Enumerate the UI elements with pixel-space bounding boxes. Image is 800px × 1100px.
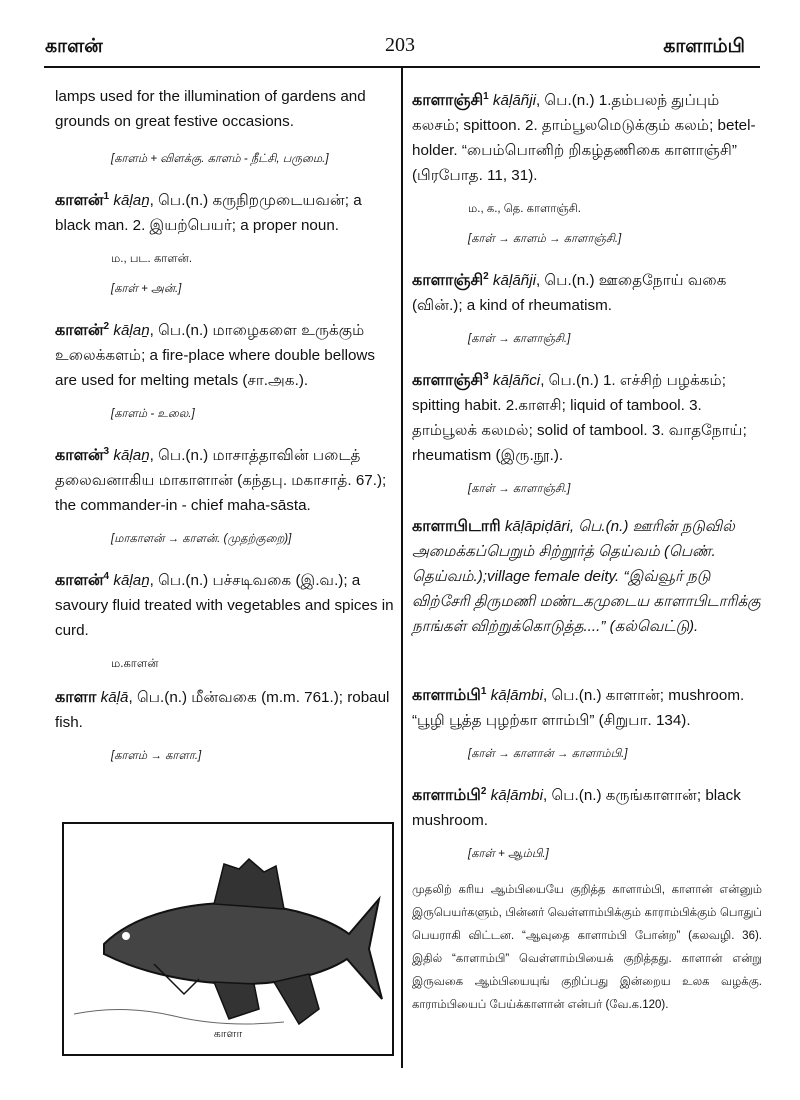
definition: , பெ.(n.) ஊரின் நடுவில் அமைக்கப்பெறும் சிற்றூர்த் தெய்வம் (பெண். தெய்வம்.);village female deity. “இவ்வூர் நடு விற்சேரி திருமணி மண்டகமுடைய காளாபிடாரிக்கு நாங்கள் விற்றுக்கொடுத்த....” (கல்வெட்டு). (412, 518, 761, 636)
column-divider (401, 68, 403, 1068)
headword: காளன் (55, 322, 104, 340)
running-head-right: காளாம்பி (663, 36, 745, 57)
definition: , பெ.(n.) பச்சடிவகை (இ.வ.); a savoury fluid treated with vegetables and spices in curd. (55, 572, 394, 640)
etymology: [காள் → காளம் → காளாஞ்சி.] (468, 233, 622, 246)
dictionary-entry (412, 264, 762, 318)
headword: காளன் (55, 192, 104, 210)
dictionary-entry (55, 564, 395, 643)
running-head-left: காளன் (45, 36, 103, 57)
headword: காளன் (55, 447, 104, 465)
headword: காளாஞ்சி (412, 92, 484, 110)
homograph-number: 2 (483, 271, 489, 283)
transliteration: kāḷaṉ (113, 447, 150, 465)
homograph-number: 2 (480, 786, 487, 798)
transliteration: kāḷaṉ (113, 572, 150, 590)
explanatory-note: முதலிற் கரிய ஆம்பியையே குறித்த காளாம்பி, காளான் என்னும் இருபெயர்களும், பின்னர் வெள்ளாம்பிக்கும் காராம்பிக்கும் பொதுப் பெயராகி விட்டன. “ஆவுதை காளாம்பி போன்ற” (கலவழி. 36). இதில் “காளாம்பி” வெள்ளாம்பியைக் குறித்தது. காளான் என்று இருவகை ஆம்பியையுங் குறிப்பது இன்றைய உலக வழக்கு. காராம்பியைப் பேய்க்காளான் என்பர் (வே.க.120). (412, 884, 762, 1012)
definition: , பெ.(n.) 1.தம்பலந் துப்பும் கலசம்; spittoon. 2. தாம்பூலமெடுக்கும் கலம்; betel-holder. “பைம்பொனிற் றிகழ்தணிகை காளாஞ்சி” (பிரபோத. 11, 31). (412, 92, 756, 185)
definition: , பெ.(n.) மீன்வகை (m.m. 761.); robaul fish. (55, 689, 390, 732)
fish-illustration (62, 822, 394, 1056)
cognates: ம., க., தெ. காளாஞ்சி. (468, 203, 581, 216)
etymology: [மாகாளன் → காளன். (முதற்குறை)] (111, 533, 292, 546)
headword: காளாபிடாரி (412, 518, 501, 536)
definition: , பெ.(n.) மாசாத்தாவின் படைத் தலைவனாகிய மாகாளான் (கந்தபு. மகாசாத். 67.); the commander-in - chief maha-sāsta. (55, 447, 387, 515)
dictionary-entry (55, 439, 395, 518)
etymology: [காளம் - உலை.] (111, 408, 195, 421)
transliteration: kāḷaṉ (113, 322, 150, 340)
dictionary-entry (412, 364, 762, 468)
homograph-number: 4 (103, 571, 110, 583)
transliteration: kāḷā (100, 689, 129, 707)
page-number: 203 (385, 34, 415, 56)
right-column (412, 84, 762, 1017)
homograph-number: 2 (103, 321, 110, 333)
etymology: [காள் + அன்.] (111, 283, 182, 296)
cognates: ம., பட. காளன். (111, 253, 193, 266)
definition: , பெ.(n.) ஊதைநோய் வகை (வின்.); a kind of rheumatism. (412, 272, 727, 315)
homograph-number: 3 (103, 446, 110, 458)
dictionary-entry (55, 184, 395, 238)
dictionary-entry (412, 514, 762, 639)
homograph-number: 1 (480, 686, 487, 698)
left-column (55, 84, 395, 781)
etymology: [காள் → காளாஞ்சி.] (468, 333, 571, 346)
cognates: ம.காளன் (111, 658, 159, 671)
dictionary-entry (412, 779, 762, 833)
figure-caption: காளா (213, 1028, 243, 1040)
headword: காளாம்பி (412, 687, 481, 705)
headword: காளன் (55, 572, 104, 590)
transliteration: kāḷāñji (492, 92, 536, 110)
definition: , பெ.(n.) கருங்காளான்; black mushroom. (412, 787, 741, 830)
homograph-number: 1 (483, 91, 489, 102)
etymology: [காளம் + விளக்கு. காளம் - நீட்சி, பருமை.] (111, 153, 329, 165)
dictionary-entry (412, 679, 762, 733)
definition: , பெ.(n.) காளான்; mushroom. “பூழி பூத்த புழற்கா ளாம்பி” (சிறுபா. 134). (412, 687, 745, 730)
etymology: [காள் → காளாஞ்சி.] (468, 483, 571, 496)
continued-text: lamps used for the illumination of gardens and grounds on great festive occasions. (55, 88, 366, 130)
definition: , பெ.(n.) கருநிறமுடையவன்; a black man. 2. இயற்பெயர்; a proper noun. (55, 192, 362, 235)
definition: , பெ.(n.) மாழைகளை உருக்கும் உலைக்களம்; a fire-place where double bellows are used for melting metals (சா.அக.). (55, 322, 375, 390)
transliteration: kāḷāmbi (490, 687, 543, 705)
transliteration: kāḷāmbi (490, 787, 543, 805)
transliteration: kāḷāñji (492, 272, 536, 290)
dictionary-entry (55, 314, 395, 393)
transliteration: kāḷāpiḍāri (504, 518, 570, 536)
transliteration: kāḷaṉ (113, 192, 150, 210)
homograph-number: 3 (483, 371, 489, 383)
headword: காளாஞ்சி (412, 272, 484, 290)
headword: காளாம்பி (412, 787, 481, 805)
etymology: [காள் + ஆம்பி.] (468, 848, 549, 861)
etymology: [காள் → காளான் → காளாம்பி.] (468, 748, 628, 761)
headword: காளா (55, 689, 97, 707)
homograph-number: 1 (103, 191, 110, 202)
definition: , பெ.(n.) 1. எச்சிற் பழக்கம்; spitting habit. 2.காளசி; liquid of tambool. 3. தாம்பூலக் கலமல்; solid of tambool. 3. வாதநோய்; rheumatism (இரு.நூ.). (412, 372, 747, 465)
transliteration: kāḷāñci (492, 372, 541, 390)
dictionary-entry (55, 685, 395, 735)
fish-drawing (64, 824, 392, 1054)
dictionary-entry (412, 84, 762, 188)
headword: காளாஞ்சி (412, 372, 484, 390)
etymology: [காளம் → காளா.] (111, 750, 202, 763)
